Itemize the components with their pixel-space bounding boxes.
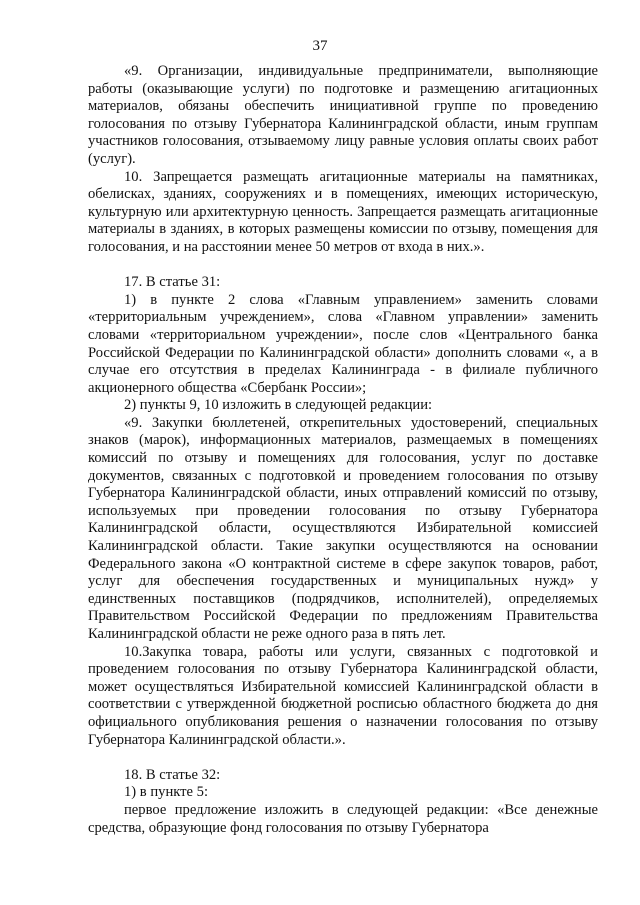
paragraph-article-31-point-2: 2) пункты 9, 10 изложить в следующей редакции:	[124, 397, 433, 414]
paragraph-new-item-10: 10.Закупка товара, работы или услуги, связанных с подготовкой и проведением голосования по отзыву Губернатора Калининградской области, может осуществляться Избирательной комиссией Калининградской области в соответствии с утвержденной бюджетной росписью областного бюджета до дня официального опубликования решения о назначении голосования по отзыву Губернатора Калининградской области.».	[88, 643, 598, 748]
paragraph-article-31-heading: 17. В статье 31:	[124, 274, 221, 291]
page-number: 37	[312, 38, 328, 54]
paragraph-article-31-point-1: 1) в пункте 2 слова «Главным управлением» заменить словами «территориальным учреждением», слова «Главном управлении» заменить словами «территориальном учреждении», после слов «Центрального банка Российской Федерации по Калининградской области» дополнить словами «, а в случае его отсутствия в пределах Калининграда - в филиале публичного акционерного общества «Сбербанк России»;	[88, 291, 598, 396]
paragraph-item-10: 10. Запрещается размещать агитационные материалы на памятниках, обелисках, зданиях, сооружениях и в помещениях, имеющих историческую, культурную или архитектурную ценность. Запрещается размещать агитационные материалы в зданиях, в которых размещены комиссии по отзыву, помещения для голосования, и на расстоянии менее 50 метров от входа в них.».	[88, 168, 598, 255]
paragraph-first-sentence: первое предложение изложить в следующей редакции: «Все денежные средства, образующие фонд голосования по отзыву Губернатора	[88, 801, 598, 836]
paragraph-item-9: «9. Организации, индивидуальные предприниматели, выполняющие работы (оказывающие услуги) по подготовке и размещению агитационных материалов, обязаны обеспечить инициативной группе по проведению голосования по отзыву Губернатора Калининградской области, иным группам участников голосования, отзываемому лицу равные условия оплаты своих работ (услуг).	[88, 63, 598, 167]
paragraph-article-32-heading: 18. В статье 32:	[124, 766, 221, 783]
paragraph-new-item-9: «9. Закупки бюллетеней, открепительных удостоверений, специальных знаков (марок), информационных материалов, размещаемых в помещениях комиссий по отзыву и помещениях для голосования, услуг по доставке документов, связанных с подготовкой и проведением голосования по отзыву Губернатора Калининградской области, иных отправлений комиссий по отзыву, используемых при проведении голосования по отзыву Губернатора Калининградской области, осуществляются Избирательной комиссией Калининградской области. Такие закупки осуществляются на основании Федерального закона «О контрактной системе в сфере закупок товаров, работ, услуг для обеспечения государственных и муниципальных нужд» у единственных поставщиков (подрядчиков, исполнителей), определяемых Правительством Российской Федерации по предложениям Правительства Калининградской области не реже одного раза в пять лет.	[88, 414, 598, 642]
paragraph-article-32-point-1: 1) в пункте 5:	[124, 784, 209, 801]
document-body	[88, 63, 598, 837]
